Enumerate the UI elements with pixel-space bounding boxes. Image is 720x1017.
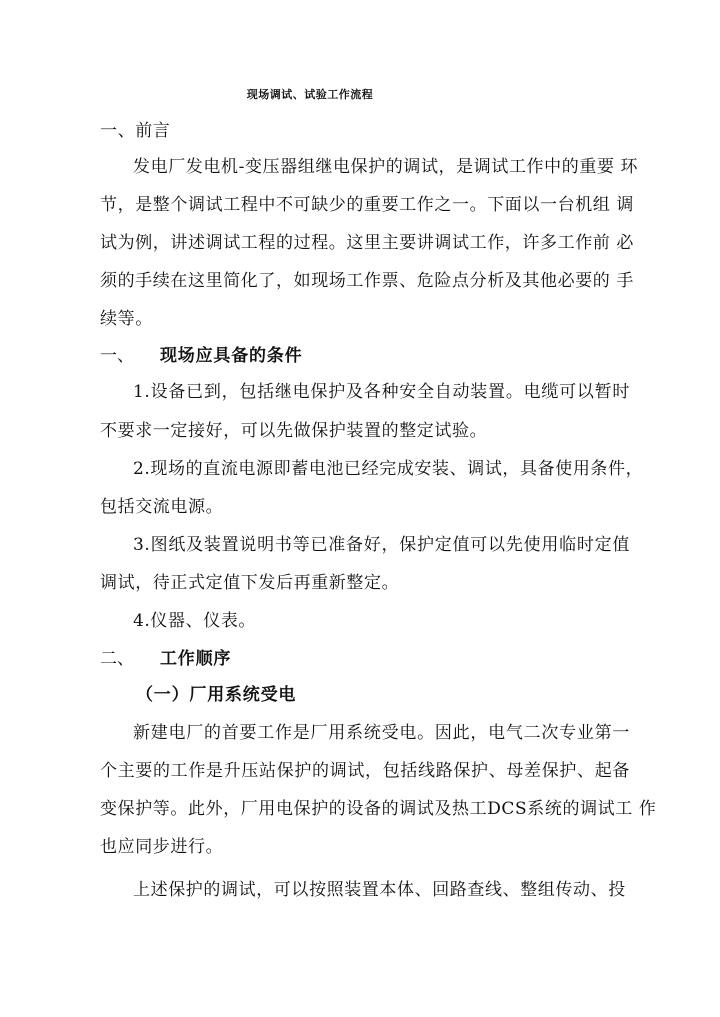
- conditions-line-6: 调试，待正式定值下发后再重新整定。: [100, 573, 400, 593]
- conditions-line-5: 3.图纸及装置说明书等已准备好，保护定值可以先使用临时定值: [133, 535, 630, 555]
- sequence-line-4: 也应同步进行。: [100, 837, 224, 857]
- conditions-heading: [100, 346, 302, 366]
- preface-line-3: 试为例，讲述调试工程的过程。这里主要讲调试工作，许多工作前 必: [100, 233, 635, 253]
- sequence-sub-heading: （一）厂用系统受电: [136, 685, 297, 705]
- sequence-line-2: 个主要的工作是升压站保护的调试，包括线路保护、母差保护、起备: [100, 761, 630, 781]
- sequence-heading: [100, 649, 231, 669]
- sequence-heading-text: 工作顺序: [160, 649, 232, 669]
- conditions-line-4: 包括交流电源。: [100, 497, 224, 517]
- preface-heading: 一、前言: [100, 121, 171, 141]
- sequence-line-5: 上述保护的调试，可以按照装置本体、回路查线、整组传动、投: [133, 880, 626, 900]
- conditions-line-3: 2.现场的直流电源即蓄电池已经完成安装、调试，具备使用条件，: [133, 459, 644, 479]
- conditions-line-7: 4.仪器、仪表。: [133, 611, 257, 631]
- sequence-line-3: 变保护等。此外，厂用电保护的设备的调试及热工DCS系统的调试工 作: [100, 799, 657, 819]
- preface-line-4: 须的手续在这里简化了，如现场工作票、危险点分析及其他必要的 手: [100, 271, 635, 291]
- preface-line-2: 节，是整个调试工程中不可缺少的重要工作之一。下面以一台机组 调: [100, 195, 635, 215]
- conditions-heading-text: 现场应具备的条件: [160, 346, 303, 366]
- preface-line-5: 续等。: [100, 309, 153, 329]
- sequence-heading-number: 二、: [100, 649, 134, 669]
- preface-line-1: 发电厂发电机-变压器组继电保护的调试，是调试工作中的重要 环: [133, 157, 639, 177]
- sequence-line-1: 新建电厂的首要工作是厂用系统受电。因此，电气二次专业第一: [133, 723, 630, 743]
- conditions-line-2: 不要求一定接好，可以先做保护装置的整定试验。: [100, 421, 488, 441]
- conditions-line-1: 1.设备已到，包括继电保护及各种安全自动装置。电缆可以暂时: [133, 382, 630, 402]
- document-title: 现场调试、试验工作流程: [246, 88, 374, 101]
- conditions-heading-number: 一、: [100, 346, 134, 366]
